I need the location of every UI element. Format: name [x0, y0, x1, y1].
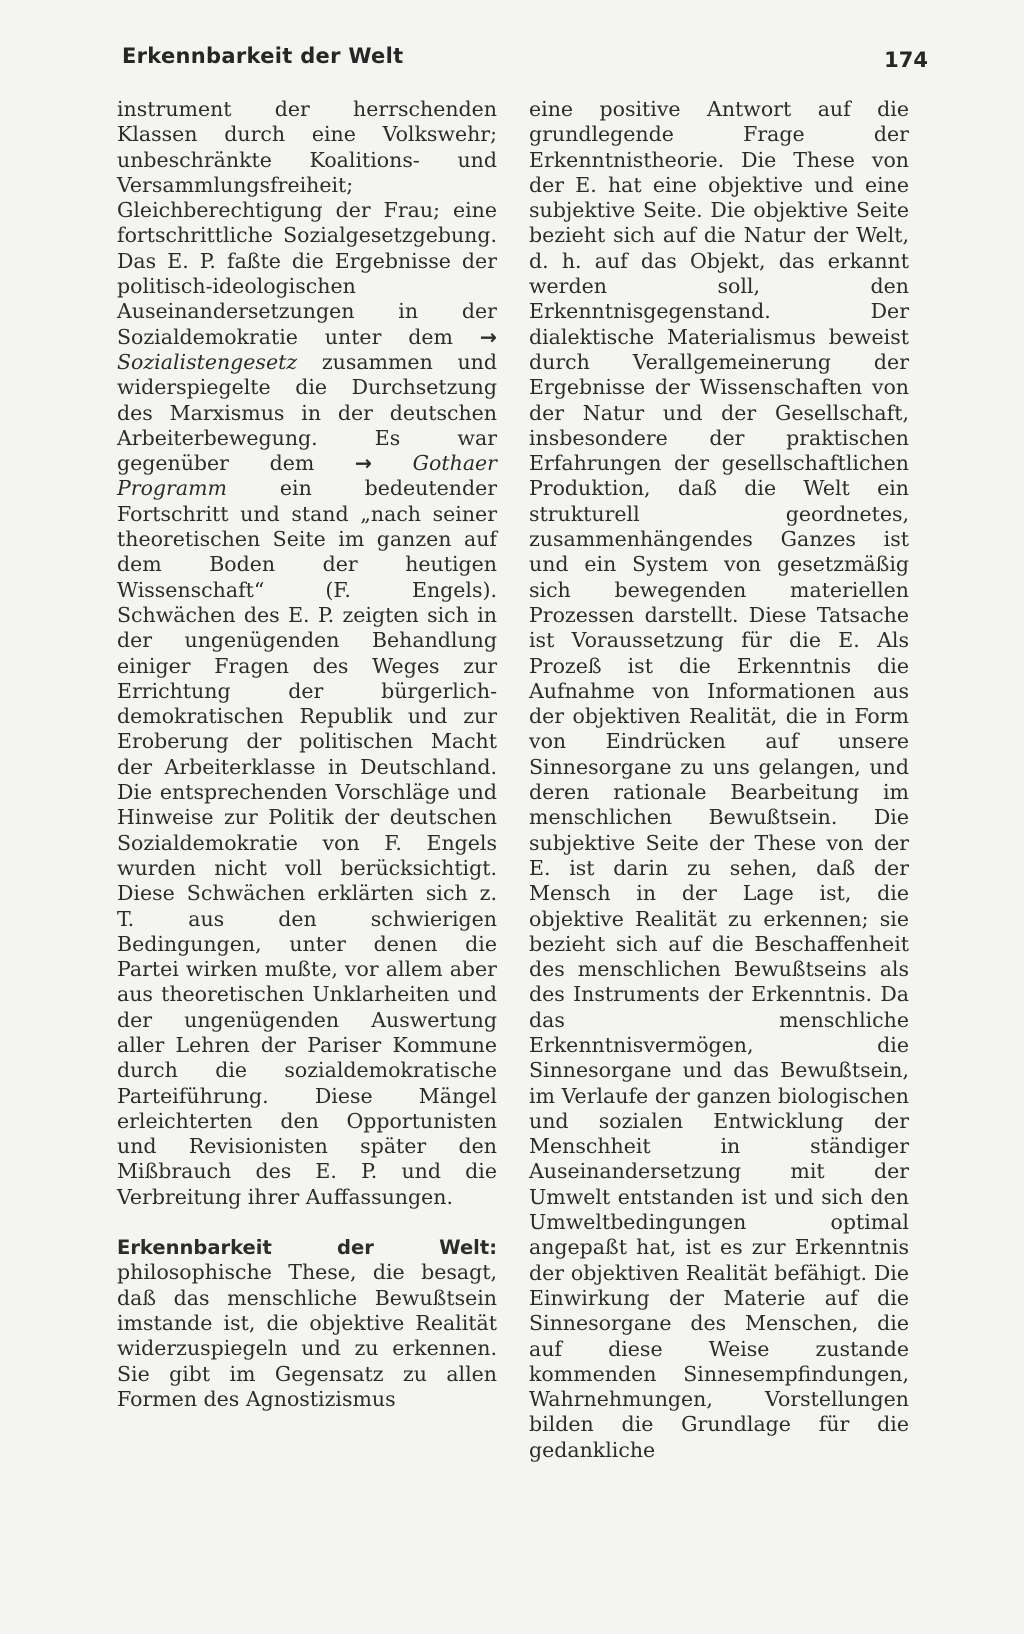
text-segment: philosophische These, die besagt, daß das menschliche Bewußtsein imstande ist, die objektive Realität widerzuspiegeln und zu erkennen. Sie gibt im Gegensatz zu allen Formen des Agnostizismus	[117, 1260, 497, 1411]
text-segment: instrument der herrschenden Klassen durch eine Volkswehr; unbeschränkte Koalitions- und Versammlungsfreiheit; Gleichberechtigung der Frau; eine fortschrittliche Sozialgesetzgebung. Das E. P. faßte die Ergebnisse der politisch-ideologischen Auseinandersetzungen in der Sozialdemokratie unter dem	[117, 97, 497, 349]
cross-reference-arrow-icon: →	[479, 324, 497, 349]
page-number: 174	[884, 48, 928, 72]
entry-erkennbarkeit	[117, 1235, 497, 1412]
right-column	[529, 97, 909, 1463]
left-column	[117, 97, 497, 1412]
running-head: Erkennbarkeit der Welt	[122, 44, 404, 68]
entry-separator	[117, 1210, 497, 1235]
cross-reference: Sozialistengesetz	[117, 349, 298, 374]
cross-reference-arrow-icon: →	[354, 451, 373, 476]
text-segment: zusammen und widerspiegelte die Durchsetzung des Marxismus in der deutschen Arbeiterbewegung. Es war gegenüber dem	[117, 349, 497, 476]
entry-headword: Erkennbarkeit der Welt:	[117, 1236, 497, 1260]
cross-reference: Gothaer Programm	[117, 451, 497, 501]
text-segment: ein bedeutender Fortschritt und stand „nach seiner theoretischen Seite im ganzen auf dem Boden der heutigen Wissenschaft“ (F. Engels). Schwächen des E. P. zeigten sich in der ungenügenden Behandlung einiger Fragen des Weges zur Errichtung der bürgerlich-demokratischen Republik und zur Eroberung der politischen Macht der Arbeiterklasse in Deutschland. Die entsprechenden Vorschläge und Hinweise zur Politik der deutschen Sozialdemokratie von F. Engels wurden nicht voll berücksichtigt. Diese Schwächen erklärten sich z. T. aus den schwierigen Bedingungen, unter denen die Partei wirken mußte, vor allem aber aus theoretischen Unklarheiten und der ungenügenden Auswertung aller Lehren der Pariser Kommune durch die sozialdemokratische Parteiführung. Diese Mängel erleichterten den Opportunisten und Revisionisten später den Mißbrauch des E. P. und die Verbreitung ihrer Auffassungen.	[117, 476, 497, 1209]
entry-continuation	[117, 97, 497, 1210]
entry-text: eine positive Antwort auf die grundlegende Frage der Erkenntnistheorie. Die These von der E. hat eine objektive und eine subjektive Seite. Die objektive Seite bezieht sich auf die Natur der Welt, d. h. auf das Objekt, das erkannt werden soll, den Erkenntnisgegenstand. Der dialektische Materialismus beweist durch Verallgemeinerung der Ergebnisse der Wissenschaften von der Natur und der Gesellschaft, insbesondere der praktischen Erfahrungen der gesellschaftlichen Produktion, daß die Welt ein strukturell geordnetes, zusammenhängendes Ganzes ist und ein System von gesetzmäßig sich bewegenden materiellen Prozessen darstellt. Diese Tatsache ist Voraussetzung für die E. Als Prozeß ist die Erkenntnis die Aufnahme von Informationen aus der objektiven Realität, die in Form von Eindrücken auf unsere Sinnesorgane zu uns gelangen, und deren rationale Bearbeitung im menschlichen Bewußtsein. Die subjektive Seite der These von der E. ist darin zu sehen, daß der Mensch in der Lage ist, die objektive Realität zu erkennen; sie bezieht sich auf die Beschaffenheit des menschlichen Bewußtseins als des Instruments der Erkenntnis. Da das menschliche Erkenntnisvermögen, die Sinnesorgane und das Bewußtsein, im Verlaufe der ganzen biologischen und sozialen Entwicklung der Menschheit in ständiger Auseinandersetzung mit der Umwelt entstanden ist und sich den Umweltbedingungen optimal angepaßt hat, ist es zur Erkenntnis der objektiven Realität befähigt. Die Einwirkung der Materie auf die Sinnesorgane des Menschen, die auf diese Weise zustande kommenden Sinnesempfindungen, Wahrnehmungen, Vorstellungen bilden die Grundlage für die gedankliche	[529, 97, 909, 1462]
